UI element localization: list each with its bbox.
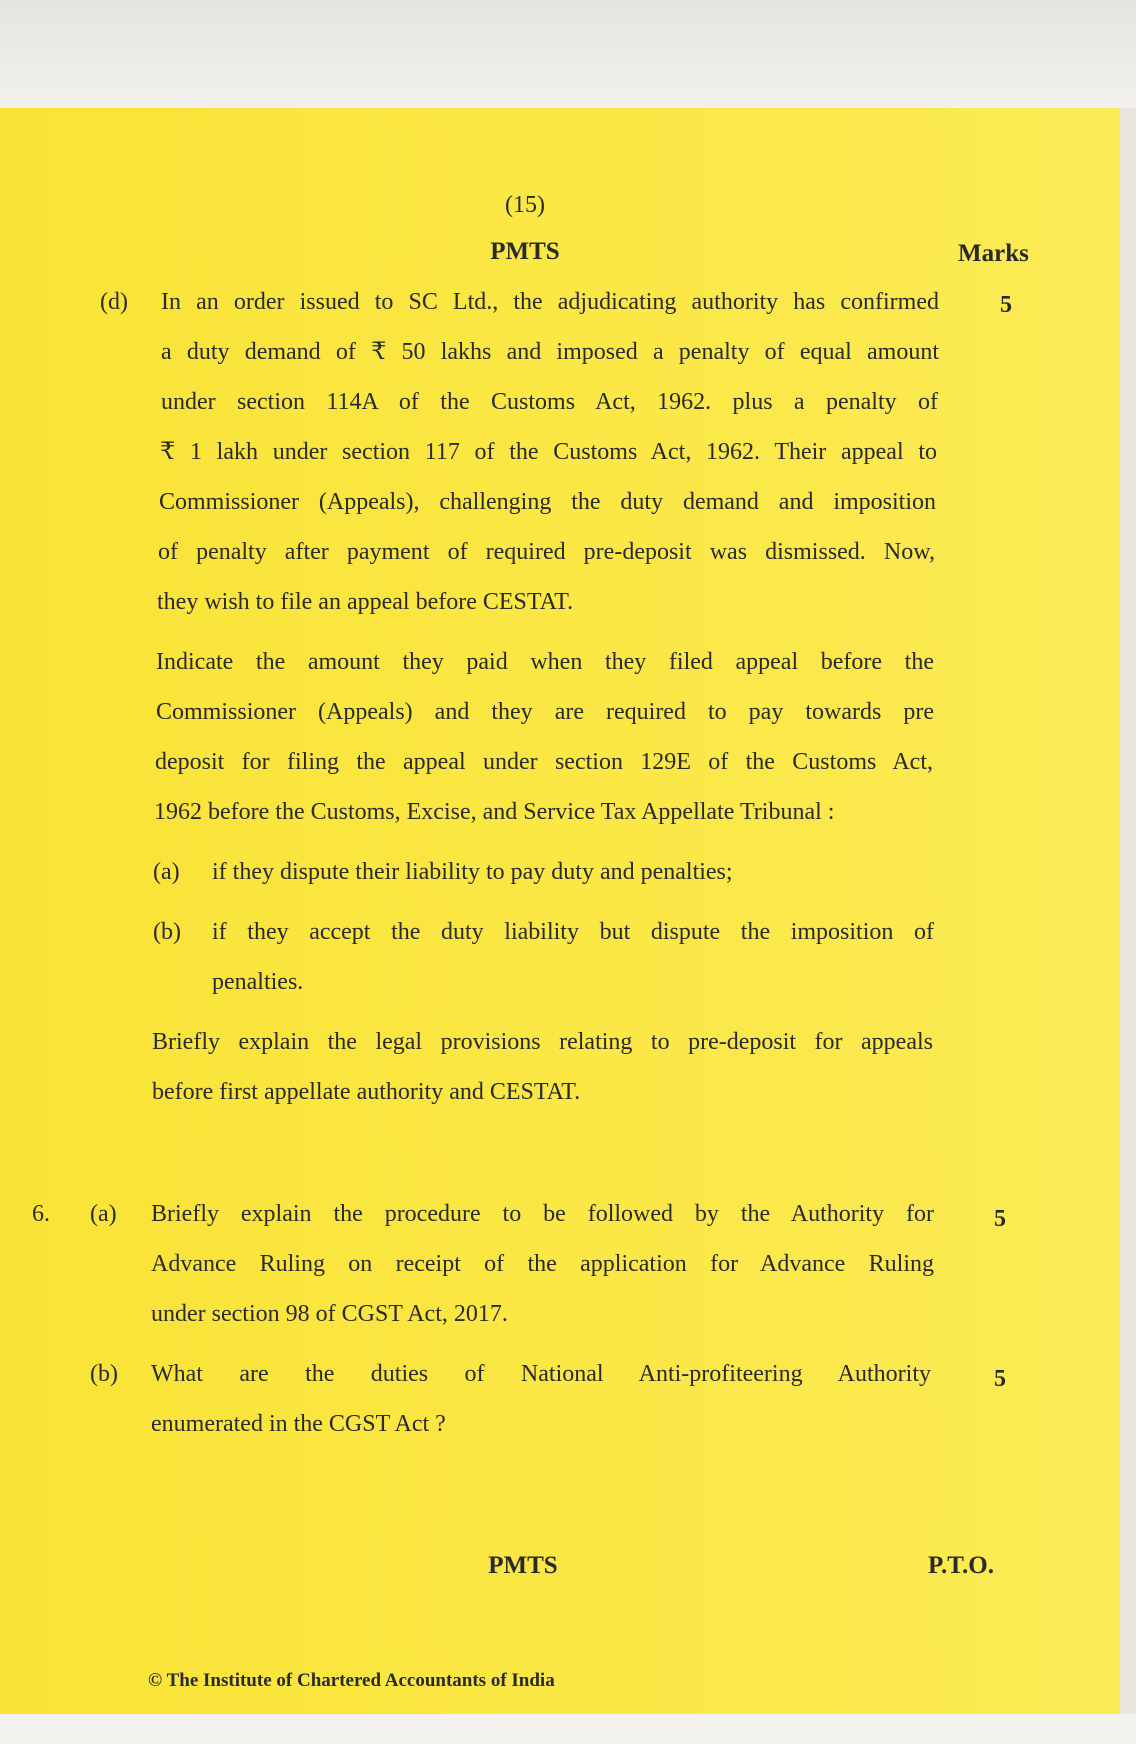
q6b-marks: 5 [994, 1366, 1006, 1392]
q5d-para1-line3: under section 114A of the Customs Act, 1962. plus a penalty of [161, 389, 938, 415]
please-turn-over: P.T.O. [928, 1552, 994, 1579]
q6b-line1: What are the duties of National Anti-profiteering Authority [151, 1361, 931, 1387]
scan-bottom-margin [0, 1714, 1136, 1744]
scan-right-margin [1120, 108, 1136, 1714]
q6a-label: (a) [90, 1201, 117, 1227]
q5d-para2-line1: Indicate the amount they paid when they filed appeal before the [156, 649, 934, 675]
q5d-sub-b-label: (b) [153, 919, 181, 945]
q5d-para1-line6: of penalty after payment of required pre-deposit was dismissed. Now, [158, 539, 935, 565]
q5d-para1-line7: they wish to file an appeal before CESTAT. [157, 589, 574, 615]
q5d-sub-b-line1: if they accept the duty liability but dispute the imposition of [212, 919, 934, 945]
footer-paper-code: PMTS [488, 1552, 558, 1579]
q6b-line2: enumerated in the CGST Act ? [151, 1411, 446, 1437]
q6a-line1: Briefly explain the procedure to be followed by the Authority for [151, 1201, 934, 1227]
q5d-para1-line5: Commissioner (Appeals), challenging the duty demand and imposition [159, 489, 936, 515]
marks-column-header: Marks [958, 240, 1029, 267]
q5d-label: (d) [100, 289, 128, 315]
page-number: (15) [505, 192, 545, 218]
paper-code: PMTS [490, 238, 560, 265]
q6a-line3: under section 98 of CGST Act, 2017. [151, 1301, 508, 1327]
q5d-sub-b-line2: penalties. [212, 969, 304, 995]
q5d-para2-line2: Commissioner (Appeals) and they are required to pay towards pre [156, 699, 934, 725]
q5d-para1-line1: In an order issued to SC Ltd., the adjudicating authority has confirmed [161, 289, 939, 315]
q5d-sub-a-text: if they dispute their liability to pay duty and penalties; [212, 859, 733, 885]
q5d-para1-line4: ₹ 1 lakh under section 117 of the Customs Act, 1962. Their appeal to [160, 439, 937, 465]
q5d-sub-a-label: (a) [153, 859, 180, 885]
copyright-notice: © The Institute of Chartered Accountants of India [148, 1670, 555, 1691]
scan-top-margin [0, 0, 1136, 108]
q5d-para2-line3: deposit for filing the appeal under section 129E of the Customs Act, [155, 749, 933, 775]
q5d-para1-line2: a duty demand of ₹ 50 lakhs and imposed a penalty of equal amount [161, 339, 939, 365]
q6-number: 6. [32, 1201, 50, 1227]
q6b-label: (b) [90, 1361, 118, 1387]
q6a-marks: 5 [994, 1206, 1006, 1232]
q6a-line2: Advance Ruling on receipt of the application for Advance Ruling [151, 1251, 934, 1277]
q5d-marks: 5 [1000, 292, 1012, 318]
q5d-para3-line2: before first appellate authority and CESTAT. [152, 1079, 581, 1105]
q5d-para3-line1: Briefly explain the legal provisions relating to pre-deposit for appeals [152, 1029, 933, 1055]
q5d-para2-line4: 1962 before the Customs, Excise, and Service Tax Appellate Tribunal : [154, 799, 835, 825]
